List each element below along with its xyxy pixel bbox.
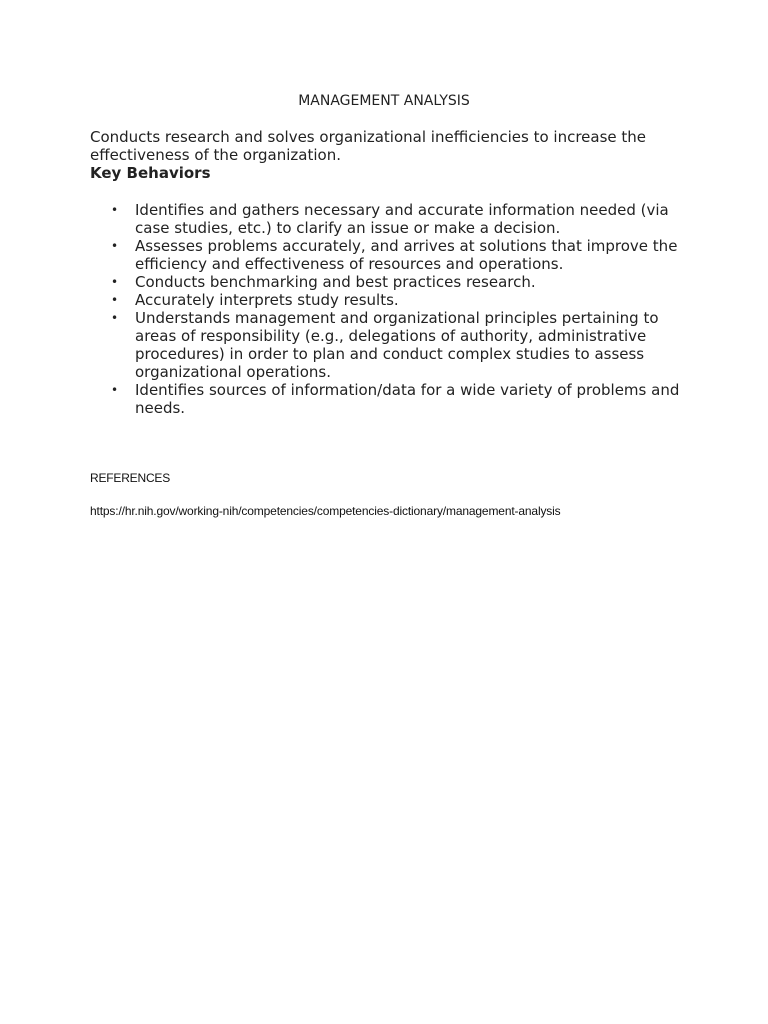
bullet-icon: • (111, 311, 119, 325)
bullet-icon: • (111, 383, 119, 397)
bullet-icon: • (111, 275, 119, 289)
page-title: MANAGEMENT ANALYSIS (298, 93, 470, 109)
bullet-icon: • (111, 203, 119, 217)
list-item (90, 237, 690, 273)
list-item-text: Identifies and gathers necessary and accurate information needed (via case studies, etc.) to clarify an issue or make a decision. (135, 201, 669, 237)
list-item-text: Conducts benchmarking and best practices research. (135, 273, 536, 291)
list-item-text: Accurately interprets study results. (135, 291, 399, 309)
list-item (90, 309, 690, 381)
list-item (90, 201, 690, 237)
list-item (90, 381, 690, 417)
references-heading: REFERENCES (90, 471, 171, 485)
list-item-text: Understands management and organizational principles pertaining to areas of responsibility (e.g., delegations of authority, administrative procedures) in order to plan and conduct complex studies to assess organizational operations. (135, 309, 659, 381)
list-item-text: Assesses problems accurately, and arrives at solutions that improve the efficiency and effectiveness of resources and operations. (135, 237, 678, 273)
bullet-icon: • (111, 293, 119, 307)
key-behaviors-list (90, 201, 690, 417)
list-item-text: Identifies sources of information/data for a wide variety of problems and needs. (135, 381, 680, 417)
key-behaviors-heading: Key Behaviors (90, 164, 211, 182)
list-item (90, 273, 690, 291)
reference-link[interactable]: https://hr.nih.gov/working-nih/competencies/competencies-dictionary/management-analysis (90, 504, 561, 518)
intro-paragraph: Conducts research and solves organizational inefficiencies to increase the effectiveness of the organization. (90, 128, 647, 164)
list-item (90, 291, 690, 309)
bullet-icon: • (111, 239, 119, 253)
